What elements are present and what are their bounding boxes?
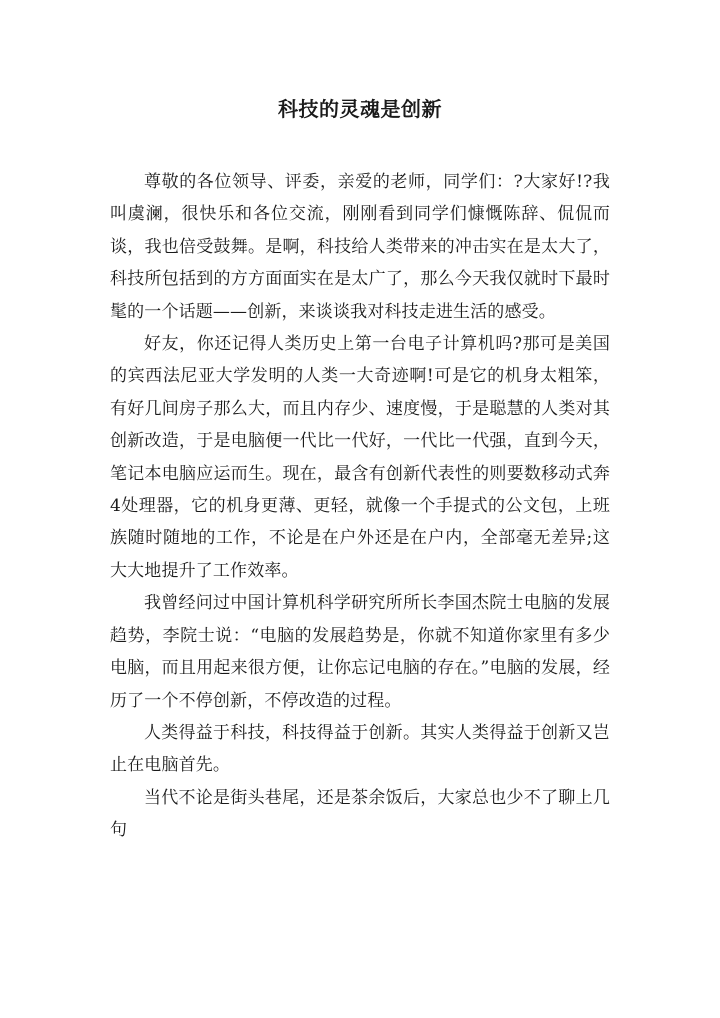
paragraph-greeting: 尊敬的各位领导、评委，亲爱的老师，同学们：?大家好!?我叫虞澜，很快乐和各位交流，刚刚看到同学们慷慨陈辞、侃侃而谈，我也倍受鼓舞。是啊，科技给人类带来的冲击实在是太大了，科技所包括到的方方面面实在是太广了，那么今天我仅就时下最时髦的一个话题——创新，来谈谈我对科技走进生活的感受。: [110, 172, 610, 322]
paragraph-benefit: 人类得益于科技，科技得益于创新。其实人类得益于创新又岂止在电脑首先。: [110, 722, 610, 776]
paragraph-academician-quote: 我曾经问过中国计算机科学研究所所长李国杰院士电脑的发展趋势，李院士说：“电脑的发展趋势是，你就不知道你家里有多少电脑，而且用起来很方便，让你忘记电脑的存在。”电脑的发展，经历了一个不停创新，不停改造的过程。: [110, 593, 610, 711]
document-title: 科技的灵魂是创新: [278, 97, 442, 121]
paragraph-contemporary: 当代不论是街头巷尾，还是茶余饭后，大家总也少不了聊上几句: [110, 787, 610, 841]
document-body: [110, 166, 610, 847]
paragraph-first-computer: 好友，你还记得人类历史上第一台电子计算机吗?那可是美国的宾西法尼亚大学发明的人类一大奇迹啊!可是它的机身太粗笨，有好几间房子那么大，而且内存少、速度慢，于是聪慧的人类对其创新改造，于是电脑便一代比一代好，一代比一代强，直到今天，笔记本电脑应运而生。现在，最含有创新代表性的则要数移动式奔4处理器，它的机身更薄、更轻，就像一个手提式的公文包，上班族随时随地的工作，不论是在户外还是在户内，全部毫无差异;这大大地提升了工作效率。: [110, 334, 610, 581]
